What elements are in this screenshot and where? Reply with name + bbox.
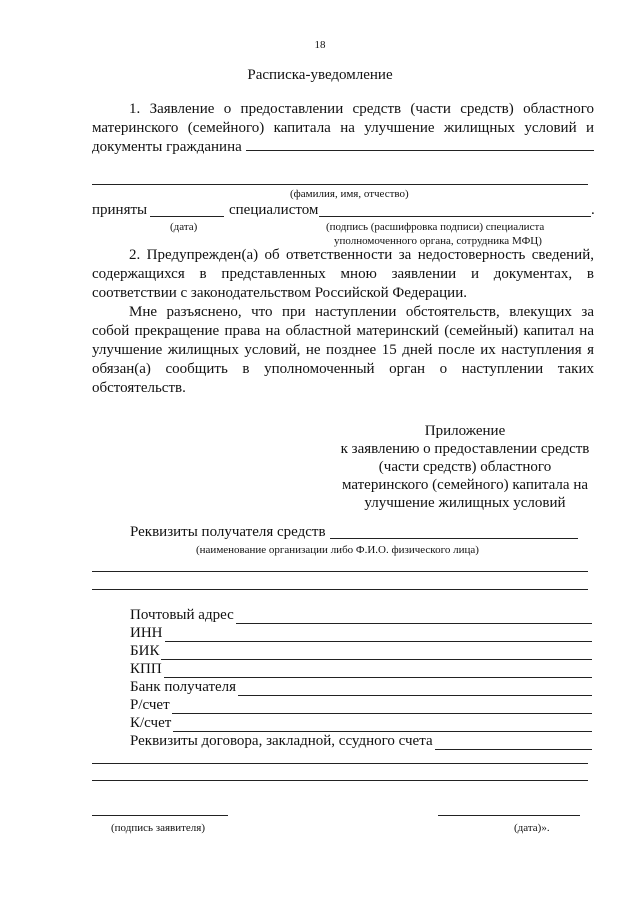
kpp-field[interactable] <box>130 660 592 678</box>
bank-field[interactable] <box>130 678 592 696</box>
appendix-line-5: улучшение жилищных условий <box>364 495 566 511</box>
recipient-extra-line-2[interactable] <box>92 589 588 590</box>
recipient-line[interactable] <box>330 538 578 539</box>
paragraph-3 <box>92 303 594 398</box>
applicant-signature-hint: (подпись заявителя) <box>111 822 206 834</box>
contract-line[interactable] <box>435 735 592 750</box>
bank-label: Банк получателя <box>130 679 237 695</box>
contract-extra-line-2[interactable] <box>92 780 588 781</box>
ks-line[interactable] <box>173 717 592 732</box>
closing-date-line[interactable] <box>438 815 580 816</box>
specialist-signature-line[interactable] <box>319 216 591 217</box>
rs-field[interactable] <box>130 696 592 714</box>
date-hint: (дата) <box>170 221 198 233</box>
citizen-name-line[interactable] <box>246 150 594 151</box>
accepted-label: приняты <box>92 202 148 218</box>
signature-hint-1: (подпись (расшифровка подписи) специалиста <box>326 221 545 233</box>
rs-label: Р/счет <box>130 697 170 713</box>
paragraph-2-text: 2. Предупрежден(а) об ответственности за недостоверность сведений, содержащихся в представленных мною заявлении и документах, в соответствии с законодательством Российской Федерации. <box>92 247 594 301</box>
kpp-line[interactable] <box>164 663 592 678</box>
signature-hint-2: уполномоченного органа, сотрудника МФЦ) <box>334 235 542 247</box>
recipient-hint: (наименование организации либо Ф.И.О. физического лица) <box>196 544 479 556</box>
page-number: 18 <box>314 39 326 51</box>
postal-address-field[interactable] <box>130 606 592 624</box>
period: . <box>591 202 595 218</box>
postal-address-label: Почтовый адрес <box>130 607 234 623</box>
date-line[interactable] <box>150 216 224 217</box>
recipient-extra-line-1[interactable] <box>92 571 588 572</box>
bik-label: БИК <box>130 643 160 659</box>
closing-date-hint: (дата)». <box>514 822 550 834</box>
ks-label: К/счет <box>130 715 172 731</box>
contract-field[interactable] <box>130 732 592 750</box>
appendix-line-1: Приложение <box>424 423 506 439</box>
appendix-line-4: материнского (семейного) капитала на <box>341 477 589 493</box>
paragraph-1 <box>92 100 594 157</box>
rs-line[interactable] <box>172 699 592 714</box>
contract-label: Реквизиты договора, закладной, ссудного счета <box>130 733 433 749</box>
bank-line[interactable] <box>238 681 592 696</box>
bik-line[interactable] <box>161 645 592 660</box>
appendix-line-2: к заявлению о предоставлении средств <box>340 441 590 457</box>
contract-extra-line-1[interactable] <box>92 763 588 764</box>
inn-field[interactable] <box>130 624 592 642</box>
inn-label: ИНН <box>130 625 163 641</box>
paragraph-1-text: 1. Заявление о предоставлении средств (части средств) областного материнского (семейного) капитала на улучшение жилищных условий и документы гражданина <box>92 101 594 155</box>
document-title: Расписка-уведомление <box>247 67 393 83</box>
kpp-label: КПП <box>130 661 162 677</box>
bik-field[interactable] <box>130 642 592 660</box>
postal-address-line[interactable] <box>236 609 592 624</box>
fio-line[interactable] <box>92 184 588 185</box>
applicant-signature-line[interactable] <box>92 815 228 816</box>
fio-hint: (фамилия, имя, отчество) <box>290 188 409 200</box>
specialist-label: специалистом <box>229 202 319 218</box>
paragraph-2 <box>92 246 594 303</box>
ks-field[interactable] <box>130 714 592 732</box>
recipient-label: Реквизиты получателя средств <box>130 524 326 540</box>
paragraph-3-text: Мне разъяснено, что при наступлении обстоятельств, влекущих за собой прекращение права на областной материнский (семейный) капитал на улучшение жилищных условий, не позднее 15 дней после их наступления я обязан(а) сообщить в уполномоченный орган о наступлении таких обстоятельств. <box>92 304 594 396</box>
inn-line[interactable] <box>165 627 593 642</box>
appendix-line-3: (части средств) областного <box>378 459 552 475</box>
